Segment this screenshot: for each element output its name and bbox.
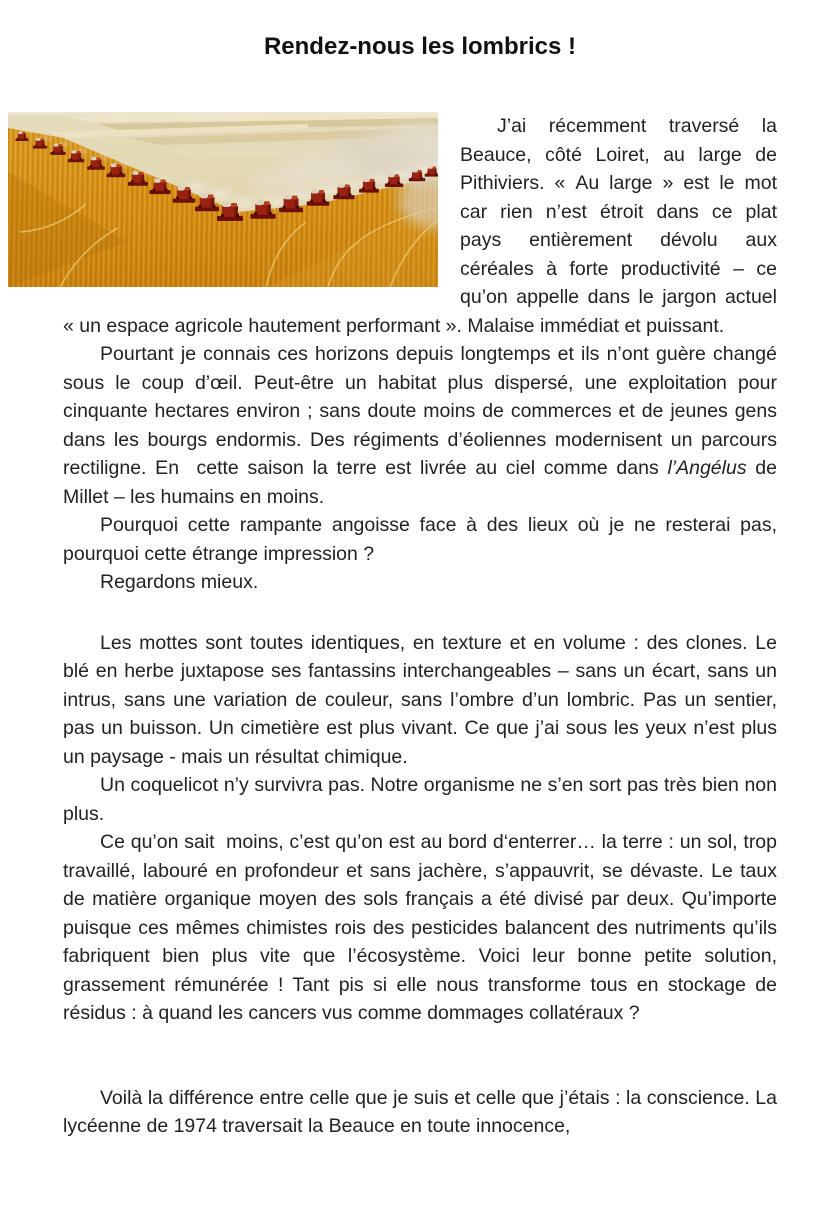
paragraph: Voilà la différence entre celle que je suis et celle que j’étais : la conscience. La lycéenne de 1974 traversait la Beauce en toute innocence, [63, 1086, 777, 1137]
paragraph: Ce qu’on sait moins, c’est qu’on est au bord d‘enterrer… la terre : un sol, trop travaillé, labouré en profondeur et sans jachère, s’appauvrit, se dévaste. Le taux de matière organique moyen des sols français a été divisé par deux. Qu’importe puisque ces mêmes chimistes rois des pesticides balancent des nutriments qu’ils fabriquent bien plus vite que l’écosystème. Voici leur bonne petite solution, grassement rémunérée ! Tant pis si elle nous transforme tous en stockage de résidus : à quand les cancers vus comme dommages collatéraux ? [63, 831, 777, 1024]
paragraph: Regardons mieux. [100, 571, 259, 593]
harvest-photo-illustration [8, 112, 438, 287]
paragraph: J’ai récemment traversé la Beauce, côté Loiret, au large de Pithiviers. « Au large » est le mot car rien n’est étroit dans ce plat pays entièrement dévolu aux céréales à forte productivité – ce qu’on appelle dans le jargon actuel « un espace agricole hautement performant ». Malaise immédiat et puissant. [63, 115, 777, 337]
article-body [63, 61, 777, 1141]
paragraph: Un coquelicot n’y survivra pas. Notre organisme ne s’en sort pas très bien non plus. [63, 774, 777, 825]
paragraph: Les mottes sont toutes identiques, en texture et en volume : des clones. Le blé en herbe juxtapose ses fantassins interchangeables – sans un écart, sans un intrus, sans une variation de couleur, sans l’ombre d’un lombric. Pas un sentier, pas un buisson. Un cimetière est plus vivant. Ce que j’ai sous les yeux n’est plus un paysage - mais un résultat chimique. [63, 631, 777, 768]
paragraph: Pourquoi cette rampante angoisse face à des lieux où je ne resterai pas, pourquoi cette étrange impression ? [63, 514, 777, 565]
page-title: Rendez-nous les lombrics ! [263, 33, 577, 60]
harvest-photo [8, 112, 438, 287]
paragraph: Pourtant je connais ces horizons depuis longtemps et ils n’ont guère changé sous le coup d’œil. Peut-être un habitat plus dispersé, une exploitation pour cinquante hectares environ ; sans doute moins de commerces et de jeunes gens dans les bourgs endormis. Des régiments d’éoliennes modernisent un parcours rectiligne. En cette saison la terre est livrée au ciel comme dans l’Angélus de Millet – les humains en moins. [63, 343, 777, 508]
